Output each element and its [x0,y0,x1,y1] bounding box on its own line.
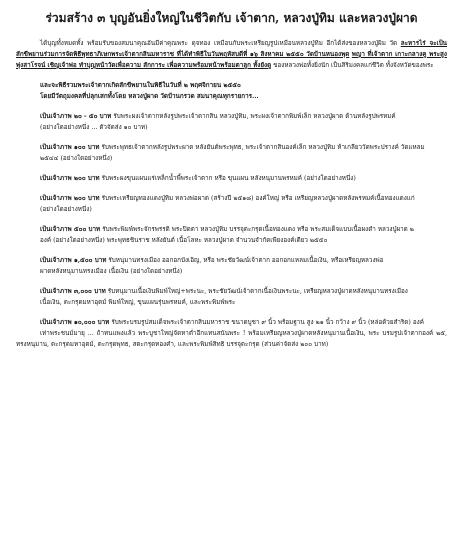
entry-paragraph [16,111,447,133]
intro-line-2: ละหารไร่ จะเป็นสักขีพยานร่วมการจัดพิธีพุทธาภิเษกพระเจ้าตากสินมหาราช ที่ได้ทำพิธีในวันพฤหัสบดีที่ ๑๖ สิงหาคม ๒๕๕๐ วัดบ้านหนองพุด [16,40,447,58]
entry-extra: เนื้อเงิน, ตะกรุดมหาอุตม์ พิมพ์ใหญ่, ขุนแผนรุ่นพรหมค์, และพระพิมพ์พระ [40,299,236,306]
entry-extra: องค์ (อย่างใดอย่างหนึ่ง) พระพุทธชินราช หลังยันต์ เนื้อโลหะ หลวงปู่ผาด จำนวนจำกัดเพียงองค์เดียว ๒๕๕๐ [40,237,328,244]
entry-lead: เป็นเจ้าภาพ ๒๐๐ บาท [40,175,100,182]
intro-line-3: พญา ที่เจ้าตาก เกาะกลางคู พระสูงพุ่งสาโรจน์ เชิญเจ้าพ่อ ทำบุญหน้าวัดเพื่อความ สักการะ เพื่อความพร้อมหน้าพร้อมตาลูก ทั้งยังดู [16,51,447,69]
document-title: ร่วมสร้าง ๓ บุญอันยิ่งใหญ่ในชีวิตกับ เจ้าตาก, หลวงปู่ทิม และหลวงปู่ผาด [45,11,418,25]
entry-text: รับพระบรมรูปสมเด็จพระเจ้าตากสินมหาราช ขนาดบูชา ๙ นิ้ว พร้อมฐาน สูง ๒๑ นิ้ว กว้าง ๙ นิ้ว (หล่อด้วยสำริด) องค์ [111,319,424,326]
entry-lead: เป็นเจ้าภาพ ๑๐,๐๐๐ บาท [40,319,110,326]
entry-lead: เป็นเจ้าภาพ ๑๐๐ บาท [40,144,100,151]
notice-paragraph [16,80,447,102]
entry-extra: ๒๕๔๔ (อย่างใดอย่างหนึ่ง) [40,155,113,162]
entry-extra: ผาดหลังหนุมานทรงเมือง เนื้อเงิน (อย่างใดอย่างหนึ่ง) [40,268,183,275]
entry-paragraph [16,317,447,350]
entry-extra: (อย่างใดอย่างหนึ่ง) [40,206,92,213]
intro-line-4: ของหลวงพ่อทั้งยิ่งนัก เป็นสิริมงคลแก่ชีวิต ทั้งจังหวัดของพระ [273,62,434,69]
notice-line-1: และจะพิธีรวมพระเจ้าตากเกิดสักขีพยานในพิธีในวันที่ ๒ พฤศจิกายน ๒๕๕๐ [40,82,241,89]
entry-text: รับพระพิมพ์พระจักรพรรดิ พระปิดตา หลวงปู่ทิม บรรจุตะกรุดเนื้อทองแดง หรือ พระสมเด็จแบบเนื้อผงดำ หลวงปู่ผาด ๒ [102,226,414,233]
entry-text: รับหนุมานทรงเมือง ออกอกบังเอิญ, หรือ พระชัยวัฒน์เจ้าตาก ออกอกแหลมเนื้อเงิน, หรือเหรียญหลวงพ่อ [108,257,384,264]
entry-paragraph [16,193,447,215]
entry-lead: เป็นเจ้าภาพ ๒๐ - ๕๐ บาท [40,113,112,120]
entry-lead: เป็นเจ้าภาพ ๑,๕๐๐ บาท [40,257,107,264]
entry-lead: เป็นเจ้าภาพ ๒๐๐ บาท [40,195,100,202]
entry-lead: เป็นเจ้าภาพ ๕๐๐ บาท [40,226,101,233]
entry-paragraph [16,142,447,164]
entry-text: รับพระผงเจ้าตากหลังรูปพระเจ้าตากสิน หลวงปู่ทิม, พระผงเจ้าตากพิมพ์เล็ก หลวงปู่ผาด ด้านหลังรูปพรหมค์ [113,113,396,120]
entry-paragraph [16,224,447,246]
entry-text: รับพระผงขุนแผนแร่เหล็กน้ำพี้พระเจ้าตาก หรือ ขุนแผน หลังหนุมานพรหมค์ (อย่างใดอย่างหนึ่ง) [101,175,356,182]
entry-lead: เป็นเจ้าภาพ ๓,๐๐๐ บาท [40,288,106,295]
entry-paragraph [16,173,447,184]
entry-paragraph [16,255,447,277]
intro-paragraph [16,38,447,71]
entry-text: รับพระเหรียญทองแดงปู่ทิม หลวงพ่อผาด (สร้างปี ๒๕๑๘) องค์ใหญ่ หรือ เหรียญหลวงปู่ผาดหลังพรหมค์เนื้อทองแดงแก่ [101,195,415,202]
entry-paragraph [16,286,447,308]
intro-line-1: ได้บุญทั้งหมดทั้ง พร้อมรับของสมนาคุณอันมีค่าคุณพระ ดุจทอง เหมือนกับพระเหรียญรูปเหมือนหลวงปู่ทิม อีกได้ส่งของหลวงปู่ผิม วัด [40,40,398,47]
entry-extra: (อย่างใดอย่างหนึ่ง ... ตัวจัดส่ง ๑๐ บาท) [40,124,148,131]
notice-line-2: โดยมีวัตถุมงคลที่ปลุกเสกทั้งโดย หลวงปู่ผาด วัดบ้านกรวด สมนาคุณทุกรายการ... [40,93,259,100]
entry-extra: เท่าพระชนม์มายุ ... ถ้าทนแพงแล้ว พระบูชาใหญ่จัดหาต่ำอีกแทนสนันพระ ! พร้อมเหรียญหลวงปู่ผาดหลังหนุมานเนื้อเงิน, พระ บรมรูปเจ้าตากองค์ ๒๕, ทรงหนุมาน, ตะกรุดมหาอุตม์, ตะกรุดพุทธ, สตะกรุดทองคำ, และพระพิมพ์สิทธิ บรรจุตะกรุด (ส่วนค่าจัดส่ง ๒๐๐ บาท) [16,330,447,348]
entry-text: รับพระพุทธเจ้าตากหลังรูปพระผาด หลังยันต์พระพุทธ, พระเจ้าตากสินองค์เล็ก หลวงปู่ทิม ห้าเกลียววัดพระปรางค์ วัดแหลม [101,144,425,151]
entry-text: รับหนุมานเนื้อเงินพิมพ์ใหญ่+พระนะ, พระชัยวัฒน์เจ้าตากเนื้อเงินพระนะ, เหรียญหลวงปู่ผาดหลังหนุมานทรงเมือง [107,288,408,295]
